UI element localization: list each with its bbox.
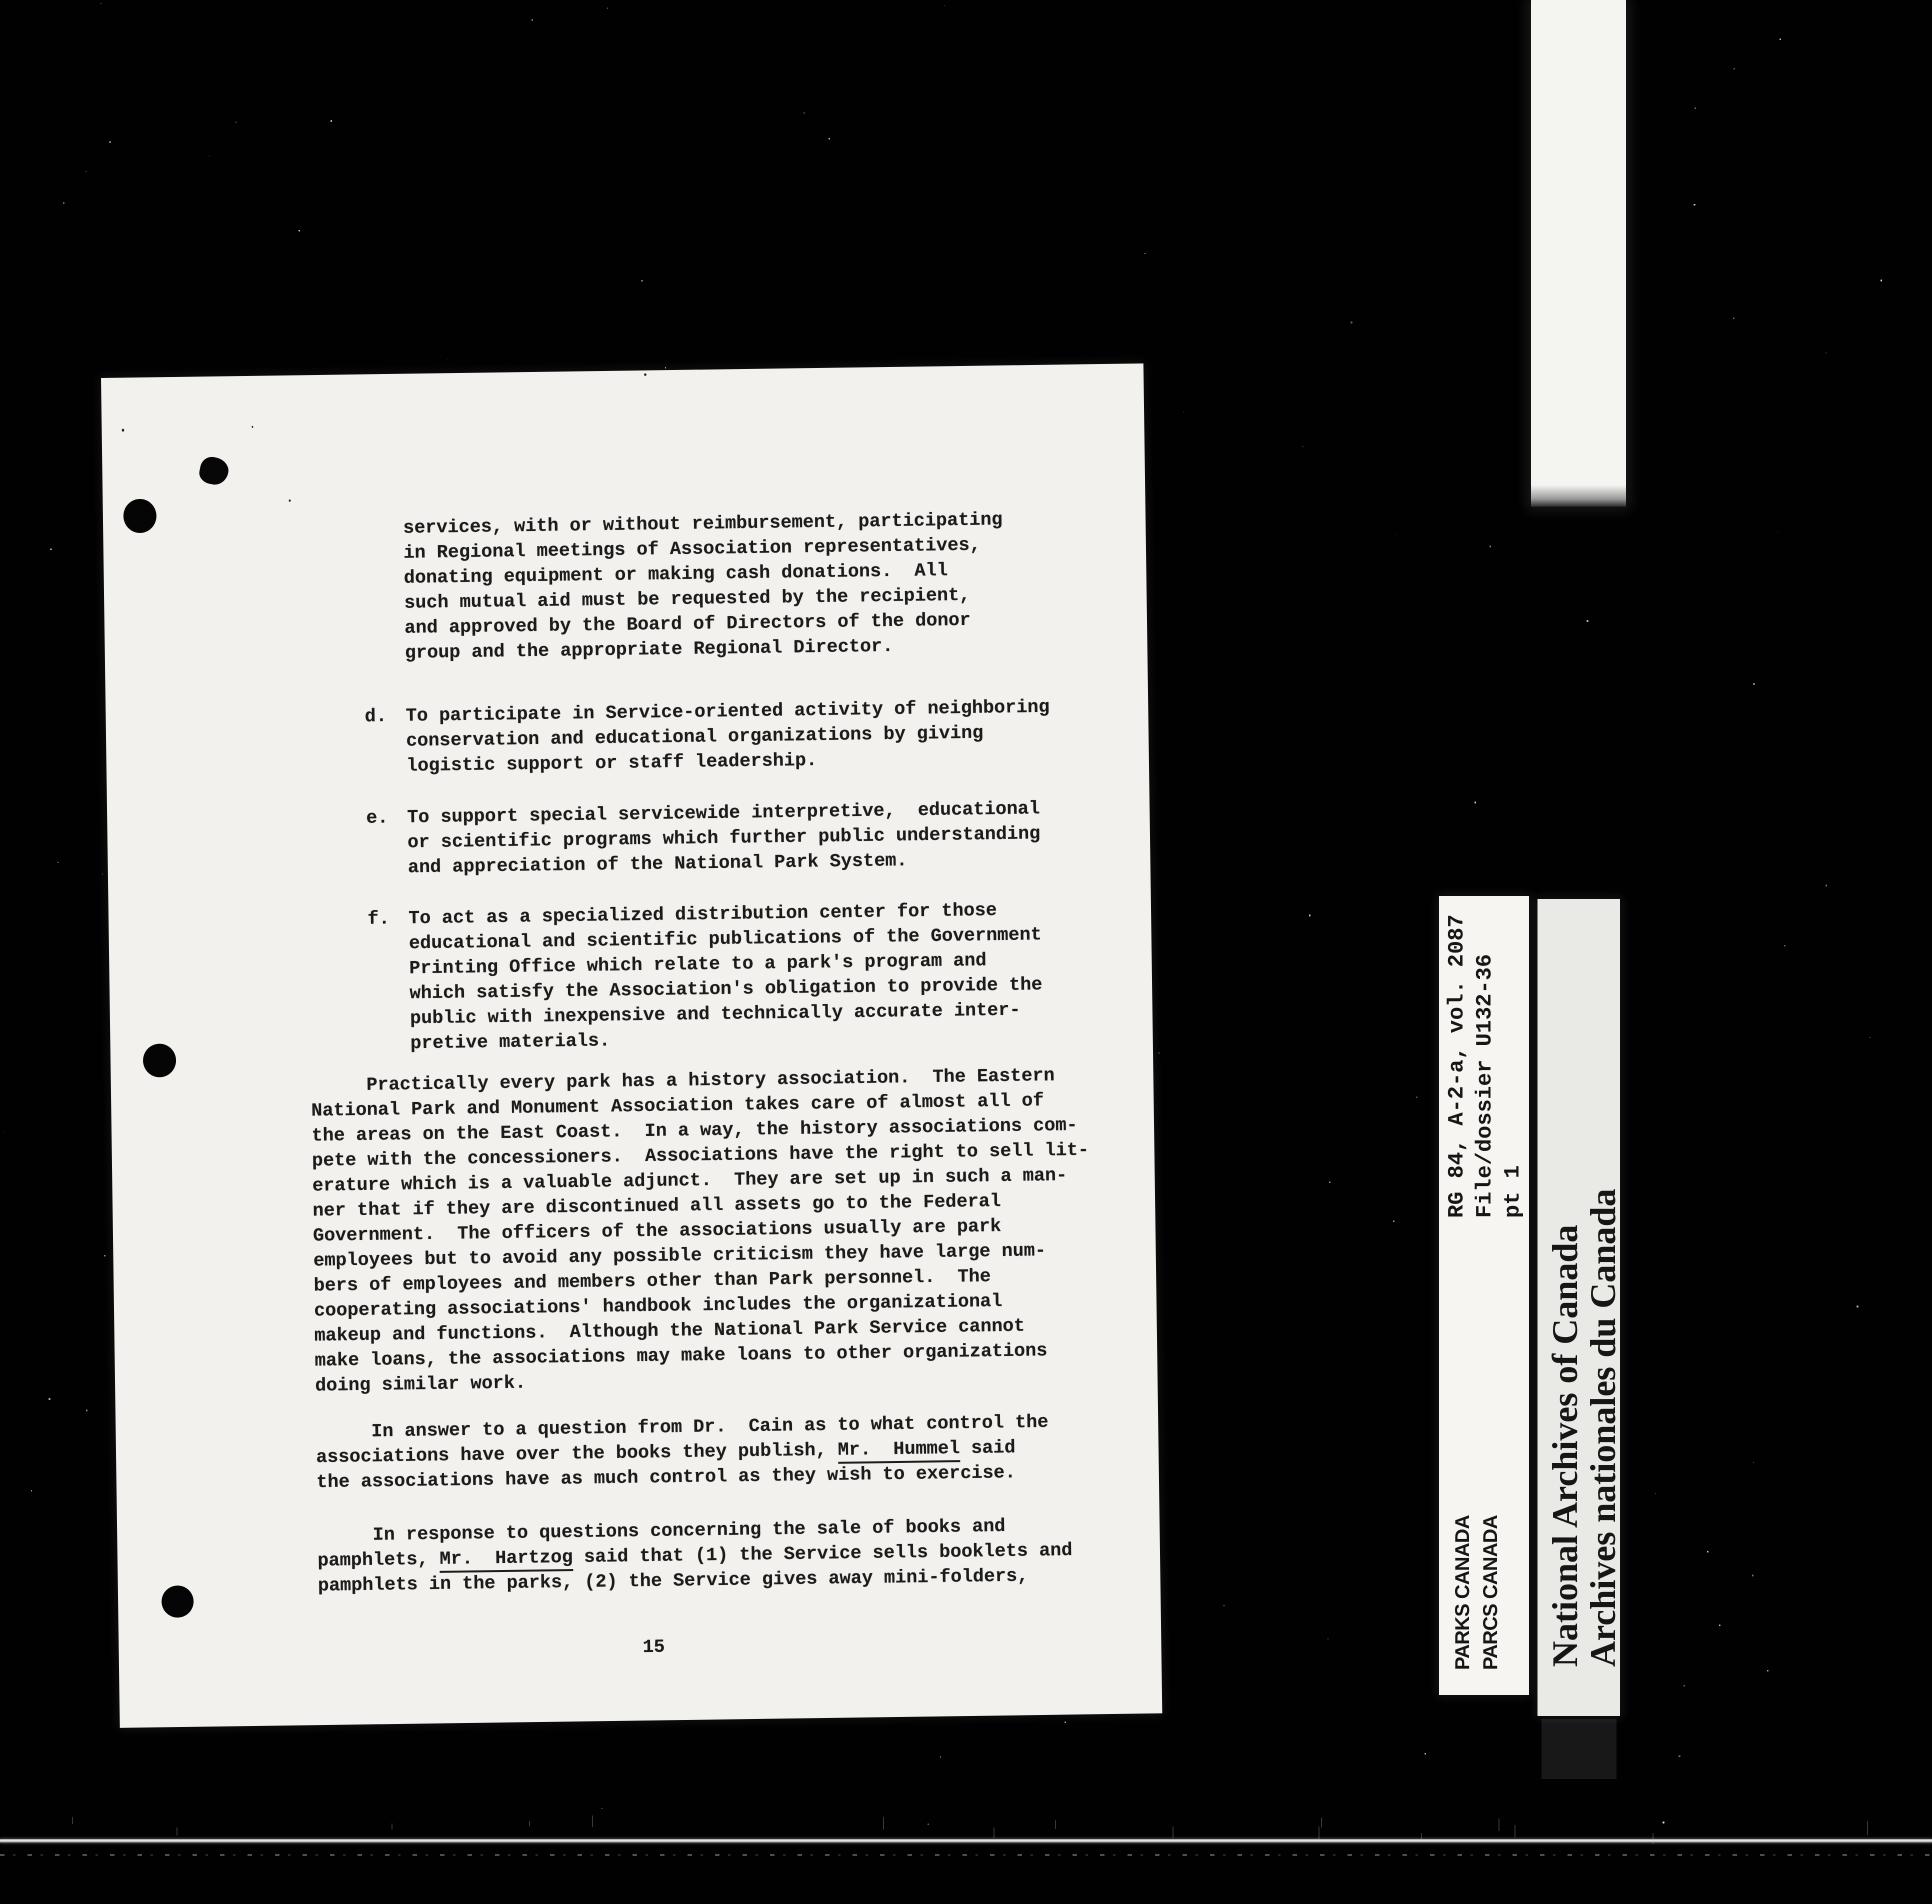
film-scratch xyxy=(176,1828,178,1836)
text-line: public with inexpensive and technically accurate inter- xyxy=(410,1000,1021,1030)
text-line: in Regional meetings of Association representatives, xyxy=(403,534,981,564)
document-body xyxy=(101,364,1162,1728)
film-grain xyxy=(1393,1220,1394,1222)
film-scratch xyxy=(592,1816,593,1827)
film-grain xyxy=(1158,1052,1160,1054)
list-item-marker: d. xyxy=(364,706,388,728)
text-line: group and the appropriate Regional Director. xyxy=(404,636,894,664)
film-grain xyxy=(828,138,830,140)
film-grain xyxy=(1655,1493,1656,1494)
film-grain xyxy=(1707,1551,1708,1552)
text-line: pamphlets in the parks, (2) the Service gives away mini-folders, xyxy=(318,1566,1028,1597)
text-segment: associations have over the books they publish, xyxy=(316,1440,838,1468)
text-line: cooperating associations' handbook includes the organizational xyxy=(314,1291,1002,1322)
text-segment: pamphlets, xyxy=(317,1548,440,1572)
label-line: PARCS CANADA xyxy=(1480,1515,1502,1670)
film-scratch xyxy=(1514,1825,1516,1838)
film-grain xyxy=(1753,1462,1754,1463)
label-line: Archives nationales du Canada xyxy=(1583,1188,1623,1667)
text-line: or scientific programs which further public understanding xyxy=(407,823,1040,854)
film-frame-counter-strip xyxy=(1531,0,1626,506)
film-grain xyxy=(298,230,300,232)
film-scratch xyxy=(529,1821,530,1826)
film-grain xyxy=(1856,1306,1858,1307)
text-line: employees but to avoid any possible criticism they have large num- xyxy=(313,1240,1046,1272)
film-grain xyxy=(330,120,332,122)
list-item-marker: e. xyxy=(366,808,389,829)
text-line: such mutual aid must be requested by the recipient, xyxy=(404,584,970,614)
film-grain xyxy=(928,1824,929,1825)
film-scratch xyxy=(1055,1820,1056,1830)
film-grain xyxy=(940,1756,941,1758)
text-line: conservation and educational organizations by giving xyxy=(406,722,984,752)
text-line: which satisfy the Association's obligation to provide the xyxy=(409,974,1043,1004)
label-line: PARKS CANADA xyxy=(1452,1515,1474,1670)
film-grain xyxy=(100,3,101,4)
film-grain xyxy=(50,548,52,550)
list-item-text xyxy=(407,795,1150,880)
text-line: and approved by the Board of Directors of the donor xyxy=(404,610,971,639)
label-line: File/dossier U132-36 xyxy=(1472,954,1498,1218)
paper-speck xyxy=(122,428,124,432)
list-item-f xyxy=(368,896,1153,1057)
list-item-text xyxy=(408,896,1153,1056)
film-grain xyxy=(1416,1096,1418,1098)
text-line: To participate in Service-oriented activity of neighboring xyxy=(406,696,1050,727)
parks-canada-label xyxy=(1448,1516,1504,1670)
film-grain xyxy=(1586,620,1588,622)
film-grain xyxy=(1767,1670,1768,1672)
film-grain xyxy=(1064,1722,1066,1723)
page-number: 15 xyxy=(642,1636,666,1658)
film-grain xyxy=(1880,280,1882,281)
film-grain xyxy=(1826,884,1827,886)
scan-perforation-line xyxy=(0,1854,1932,1856)
text-line: bers of employees and members other than Park personnel. The xyxy=(314,1266,991,1297)
film-grain xyxy=(48,1398,50,1400)
archive-reference-label xyxy=(1443,914,1527,1218)
label-line: RG 84, A-2-a, vol. 2087 xyxy=(1444,914,1470,1218)
film-grain xyxy=(1753,683,1755,685)
film-grain xyxy=(86,1410,88,1412)
underlined-name: Mr. Hartzog xyxy=(440,1547,573,1573)
text-line: and appreciation of the National Park System. xyxy=(408,850,908,878)
text-line: To act as a specialized distribution center for those xyxy=(408,900,998,930)
film-scratch xyxy=(1321,1818,1322,1828)
paper-speck xyxy=(252,426,253,428)
film-grain xyxy=(1784,945,1786,946)
label-line: National Archives of Canada xyxy=(1545,1224,1585,1667)
text-line: logistic support or staff leadership. xyxy=(406,750,818,777)
film-grain xyxy=(1733,318,1734,319)
text-line: services, with or without reimbursement, participating xyxy=(402,509,1003,539)
text-line: educational and scientific publications of the Government xyxy=(408,924,1042,954)
film-grain xyxy=(63,202,64,204)
strip-shadow xyxy=(1542,1719,1616,1779)
film-grain xyxy=(109,141,111,143)
film-grain xyxy=(532,19,533,20)
seven-segment-digit xyxy=(1544,340,1612,396)
text-line: In response to questions concerning the sale of books and xyxy=(317,1516,1006,1547)
list-item-e xyxy=(366,795,1150,881)
film-grain xyxy=(1144,253,1146,254)
film-grain xyxy=(1309,914,1311,916)
film-grain xyxy=(1780,38,1781,40)
film-scratch xyxy=(1498,1818,1500,1830)
film-grain xyxy=(1662,1822,1664,1824)
text-line: ner that if they are discontinued all assets go to the Federal xyxy=(312,1191,1002,1222)
seven-segment-digit xyxy=(1544,431,1612,487)
text-line: Practically every park has a history association. The Eastern xyxy=(310,1065,1055,1097)
film-grain xyxy=(1424,1753,1426,1754)
film-grain xyxy=(31,1490,32,1492)
film-grain xyxy=(1684,1685,1685,1686)
national-archives-label xyxy=(1546,1188,1622,1667)
underlined-name: Mr. Hummel xyxy=(838,1438,960,1464)
paper-speck xyxy=(644,374,646,376)
film-scratch xyxy=(1318,1826,1320,1840)
film-grain xyxy=(1777,531,1778,532)
text-line: erature which is a valuable adjunct. They are set up in such a man- xyxy=(312,1165,1068,1197)
text-segment: said xyxy=(960,1437,1016,1460)
list-item-marker: f. xyxy=(367,908,390,930)
film-grain xyxy=(1719,1624,1721,1626)
film-grain xyxy=(665,367,666,368)
paragraph xyxy=(317,1512,1160,1599)
film-grain xyxy=(1678,1756,1680,1758)
paper-speck xyxy=(288,500,290,502)
film-grain xyxy=(641,280,643,282)
scanned-page xyxy=(101,364,1162,1728)
list-item-d xyxy=(364,694,1149,780)
text-line: To support special servicewide interpretive, educational xyxy=(407,798,1040,828)
seven-segment-digit xyxy=(1544,62,1612,118)
film-scratch xyxy=(883,1817,884,1830)
film-grain xyxy=(1694,204,1695,206)
text-line: pete with the concessioners. Associations have the right to sell lit- xyxy=(312,1140,1090,1172)
film-grain xyxy=(1474,802,1476,803)
text-line: the associations have as much control as they wish to exercise. xyxy=(316,1462,1016,1494)
film-grain xyxy=(1490,546,1491,547)
seven-segment-digit xyxy=(1544,249,1612,305)
film-grain xyxy=(1694,108,1696,109)
text-segment: said that (1) the Service sells booklets and xyxy=(572,1540,1073,1568)
film-scratch xyxy=(1172,1826,1174,1838)
film-grain xyxy=(104,1255,106,1256)
text-line: Printing Office which relate to a park's program and xyxy=(409,950,987,980)
label-line: pt 1 xyxy=(1500,1165,1526,1218)
film-grain xyxy=(1350,322,1352,324)
film-scratch xyxy=(1867,1821,1868,1835)
film-grain xyxy=(1302,446,1304,448)
paragraph xyxy=(310,1062,1158,1398)
text-line: National Park and Monument Association takes care of almost all of xyxy=(311,1090,1044,1122)
text-line: the areas on the East Coast. In a way, the history associations com- xyxy=(311,1114,1078,1147)
paragraph xyxy=(403,506,1148,666)
text-line: doing similar work. xyxy=(314,1372,526,1397)
paragraph xyxy=(316,1408,1159,1496)
film-scratch xyxy=(72,1817,73,1824)
text-line: pretive materials. xyxy=(410,1030,610,1054)
film-grain xyxy=(1734,68,1735,70)
text-line: makeup and functions. Although the National Park Service cannot xyxy=(314,1316,1025,1347)
list-item-text xyxy=(406,694,1149,779)
text-line: make loans, the associations may make loans to other organizations xyxy=(314,1340,1048,1372)
text-line: donating equipment or making cash donations. All xyxy=(404,560,948,589)
film-grain xyxy=(1826,352,1827,354)
seven-segment-digit xyxy=(1544,150,1612,206)
text-line: Government. The officers of the associations usually are park xyxy=(312,1216,1002,1247)
film-grain xyxy=(1329,1182,1331,1184)
scan-edge-line xyxy=(0,1839,1932,1842)
film-grain xyxy=(1752,1574,1754,1576)
text-line: In answer to a question from Dr. Cain as to what control the xyxy=(316,1412,1049,1444)
